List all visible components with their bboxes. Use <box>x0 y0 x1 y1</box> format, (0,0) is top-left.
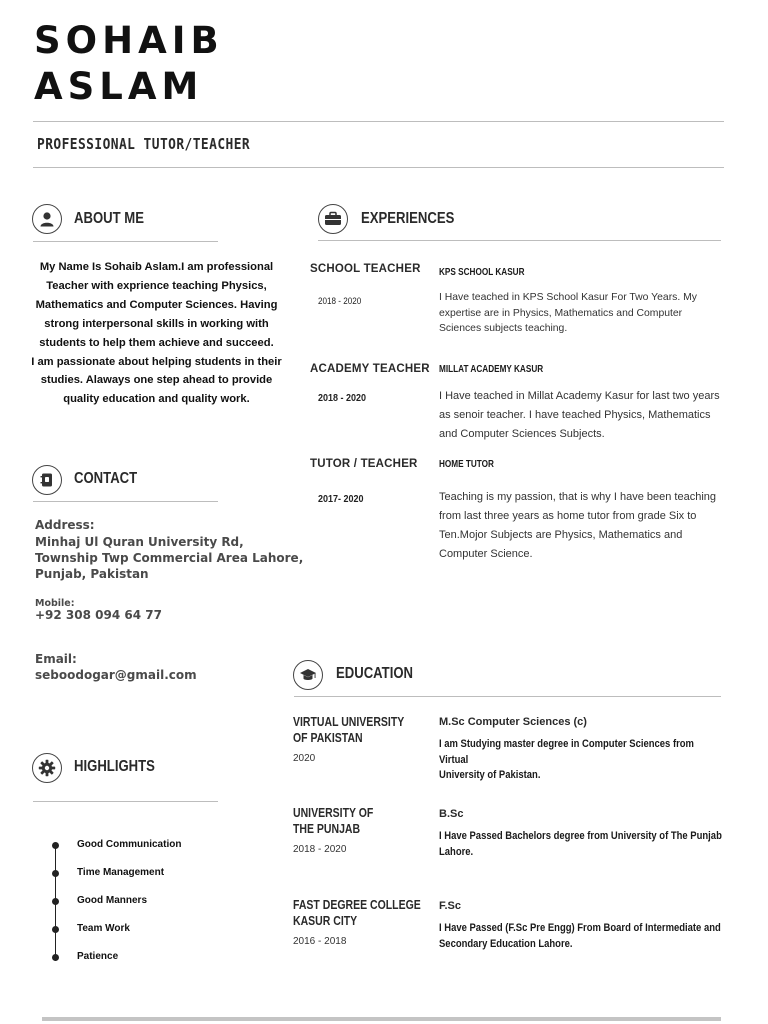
about-line: students to help them achieve and succeed. <box>39 336 274 349</box>
institution-line: KASUR CITY <box>293 913 358 928</box>
timeline-dot <box>52 926 59 933</box>
education-line: Lahore. <box>439 845 474 858</box>
last-name: ASLAM <box>34 65 204 108</box>
graduation-cap-icon <box>293 660 323 690</box>
about-line: Mathematics and Computer Sciences. Having <box>35 298 278 311</box>
experiences-heading: EXPERIENCES <box>361 210 455 227</box>
highlight-item: Patience <box>77 951 119 962</box>
gear-icon <box>32 753 62 783</box>
about-line: quality education and quality work. <box>63 393 250 406</box>
experience-description <box>439 488 721 564</box>
education-degree: M.Sc Computer Sciences (c) <box>439 716 587 728</box>
education-line: Secondary Education Lahore. <box>439 937 573 950</box>
experience-date: 2017- 2020 <box>318 494 364 505</box>
timeline-dot <box>52 954 59 961</box>
about-line: I am passionate about helping students in their <box>31 355 282 368</box>
experience-date: 2018 - 2020 <box>318 393 367 404</box>
education-institution <box>293 898 421 929</box>
education-institution <box>293 715 404 746</box>
header-divider-top <box>33 121 724 122</box>
email-value[interactable]: seboodogar@gmail.com <box>35 668 197 682</box>
experience-line: Computer Science. <box>439 547 533 560</box>
highlight-item: Team Work <box>77 923 130 934</box>
contact-heading: CONTACT <box>74 470 138 487</box>
header-divider-bottom <box>33 167 724 168</box>
experience-org: KPS SCHOOL KASUR <box>439 267 525 278</box>
experience-description <box>439 290 721 337</box>
address-line: Township Twp Commercial Area Lahore, <box>35 551 304 565</box>
highlight-item: Time Management <box>77 867 165 878</box>
education-line: University of Pakistan. <box>439 769 541 781</box>
mobile-value[interactable]: +92 308 094 64 77 <box>35 608 162 622</box>
education-year: 2016 - 2018 <box>293 936 347 947</box>
phone-book-icon <box>32 465 62 495</box>
education-degree: B.Sc <box>439 808 464 820</box>
experience-org: MILLAT ACADEMY KASUR <box>439 364 544 375</box>
experience-description <box>439 387 721 444</box>
about-heading: ABOUT ME <box>74 210 144 227</box>
professional-title: PROFESSIONAL TUTOR/TEACHER <box>37 135 251 153</box>
experience-line: I Have teached in KPS School Kasur For Two Years. My <box>439 292 697 303</box>
first-name: SOHAIB <box>34 19 224 62</box>
about-text <box>30 258 283 409</box>
experience-line: Sciences subjects teaching. <box>439 323 568 335</box>
experience-line: I Have teached in Millat Academy Kasur for last two years <box>439 390 720 402</box>
education-description <box>439 737 723 784</box>
address-line: Punjab, Pakistan <box>35 567 149 581</box>
highlight-item: Good Manners <box>77 895 148 906</box>
education-description <box>439 829 723 860</box>
institution-line: UNIVERSITY OF <box>293 806 374 820</box>
about-line: My Name Is Sohaib Aslam.I am professional <box>39 261 274 273</box>
about-line: studies. Alaways one step ahead to provide <box>40 374 273 387</box>
timeline-dot <box>52 842 59 849</box>
institution-line: THE PUNJAB <box>293 821 361 836</box>
education-year: 2020 <box>293 753 316 764</box>
experience-line: Ten.Mojor Subjects are Physics, Mathematics and <box>439 528 683 541</box>
contact-divider <box>33 501 218 502</box>
education-divider <box>294 696 721 697</box>
experience-line: Teaching is my passion, that is why I have been teaching <box>439 491 716 503</box>
about-divider <box>33 241 218 242</box>
education-line: I am Studying master degree in Computer Sciences from Virtual <box>439 738 694 766</box>
experience-line: and Computer Sciences Subjects. <box>439 427 605 440</box>
person-icon <box>32 204 62 234</box>
experience-date: 2018 - 2020 <box>318 296 362 306</box>
experiences-divider <box>318 240 721 241</box>
timeline-dot <box>52 898 59 905</box>
education-year: 2018 - 2020 <box>293 844 347 855</box>
education-degree: F.Sc <box>439 900 462 912</box>
institution-line: OF PAKISTAN <box>293 730 363 745</box>
highlight-item: Good Communication <box>77 839 182 850</box>
institution-line: VIRTUAL UNIVERSITY <box>293 715 405 729</box>
highlights-heading: HIGHLIGHTS <box>74 758 155 775</box>
experience-line: expertise are in Physics, Mathematics and Computer <box>439 307 683 319</box>
experience-role: ACADEMY TEACHER <box>310 363 430 375</box>
timeline-dot <box>52 870 59 877</box>
footer-bar <box>42 1017 721 1021</box>
experience-line: from last three years as home tutor from grade Six to <box>439 509 697 522</box>
experience-role: TUTOR / TEACHER <box>310 458 418 470</box>
about-line: strong interpersonal skills in working with <box>44 317 269 330</box>
address-line: Minhaj Ul Quran University Rd, <box>35 535 244 549</box>
mobile-label: Mobile: <box>35 598 75 609</box>
experience-role: SCHOOL TEACHER <box>310 263 421 275</box>
highlights-divider <box>33 801 218 802</box>
briefcase-icon <box>318 204 348 234</box>
education-institution <box>293 806 373 837</box>
name-heading <box>34 18 224 110</box>
experience-line: as senoir teacher. I have teached Physics, Mathematics <box>439 408 711 421</box>
experience-org: HOME TUTOR <box>439 459 494 470</box>
address-value <box>35 534 303 582</box>
education-description <box>439 921 723 952</box>
education-line: I Have Passed Bachelors degree from University of The Punjab <box>439 830 722 842</box>
institution-line: FAST DEGREE COLLEGE <box>293 898 421 912</box>
education-line: I Have Passed (F.Sc Pre Engg) From Board of Intermediate and <box>439 922 721 934</box>
email-label: Email: <box>35 652 77 666</box>
address-label: Address: <box>35 518 95 532</box>
education-heading: EDUCATION <box>336 665 414 682</box>
about-line: Teacher with exprience teaching Physics, <box>46 279 267 292</box>
